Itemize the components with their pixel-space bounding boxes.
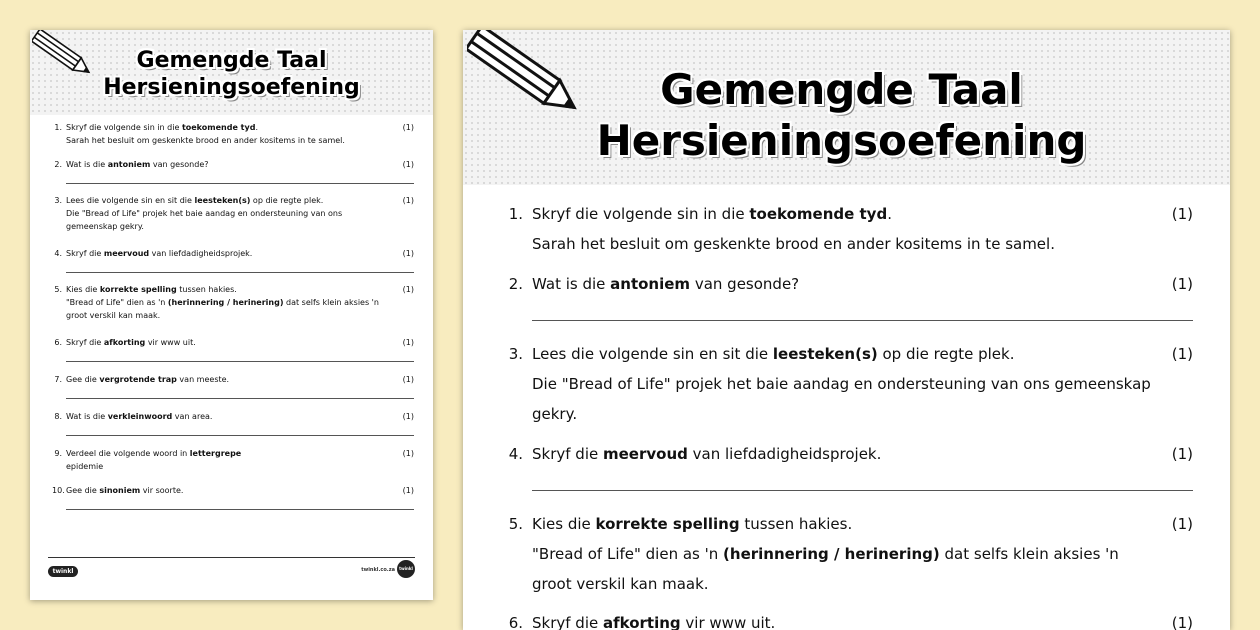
worksheet-title-line1: Gemengde Taal	[660, 65, 1023, 114]
answer-line[interactable]	[66, 509, 414, 510]
answer-line[interactable]	[532, 490, 1193, 491]
answer-line[interactable]	[66, 272, 414, 273]
twinkl-badge: twinkl	[397, 560, 415, 578]
answer-line[interactable]	[66, 361, 414, 362]
answer-line[interactable]	[532, 320, 1193, 321]
answer-line[interactable]	[66, 183, 414, 184]
worksheet-title-line1: Gemengde Taal	[136, 48, 327, 73]
worksheet-title-line2: Hersieningsoefening	[103, 75, 360, 100]
question-number: 1.	[54, 123, 62, 132]
twinkl-logo: twinkl	[48, 566, 78, 577]
worksheet-title-line2: Hersieningsoefening	[596, 116, 1087, 165]
answer-line[interactable]	[66, 435, 414, 436]
answer-line[interactable]	[66, 398, 414, 399]
question-mark: (1)	[402, 123, 414, 132]
footer-divider	[48, 557, 415, 558]
worksheet-preview[interactable]: Gemengde Taal Hersieningsoefening 1. Skryf die volgende sin in die toekomende tyd. Sarah het besluit om geskenkte brood en ander kositems in te samel. (1) 2. Wat is die antoniem van gesonde? (1) 3. Lees die volgende sin en sit die leesteken(s) op die regte plek. Die "Bread of Life" projek het baie aandag en ondersteuning van ons gemeenskap gekry. (1) 4. Skryf die meervoud van liefdadigheidsprojek. (1) 5. Kies die korrekte spelling tussen hakies. "Bread of Life" dien as 'n (herinnering / herinering) dat selfs klein aksies 'n groot verskil kan maak. (1) 6. Skryf die afkorting vir www uit. (1)	[463, 30, 1230, 630]
worksheet-thumbnail[interactable]: Gemengde Taal Hersieningsoefening 1. Skryf die volgende sin in die toekomende tyd. Sarah het besluit om geskenkte brood en ander kositems in te samel. (1) 2. Wat is die antoniem van gesonde? (1) 3. Lees die volgende sin en sit die leesteken(s) op die regte plek. Die "Bread of Life" projek het baie aandag en ondersteuning van ons gemeenskap gekry. (1) 4. Skryf die meervoud van liefdadigheidsprojek. (1) 5. Kies die korrekte spelling tussen hakies. "Bread of Life" dien as 'n (herinnering / herinering) dat selfs klein aksies 'n groot verskil kan maak. (1) 6. Skryf die afkorting vir www uit. (1) 7. Gee die vergrotende trap van meeste. (1) 8. Wat is die verkleinwoord van area. (1) 9. Verdeel die volgende woord in lettergrepe epidemie (1) 10. Gee die sinoniem vir soorte. (1) twinkl twinkl.co.za twinkl	[30, 30, 433, 600]
footer-website: twinkl.co.za	[361, 567, 395, 573]
